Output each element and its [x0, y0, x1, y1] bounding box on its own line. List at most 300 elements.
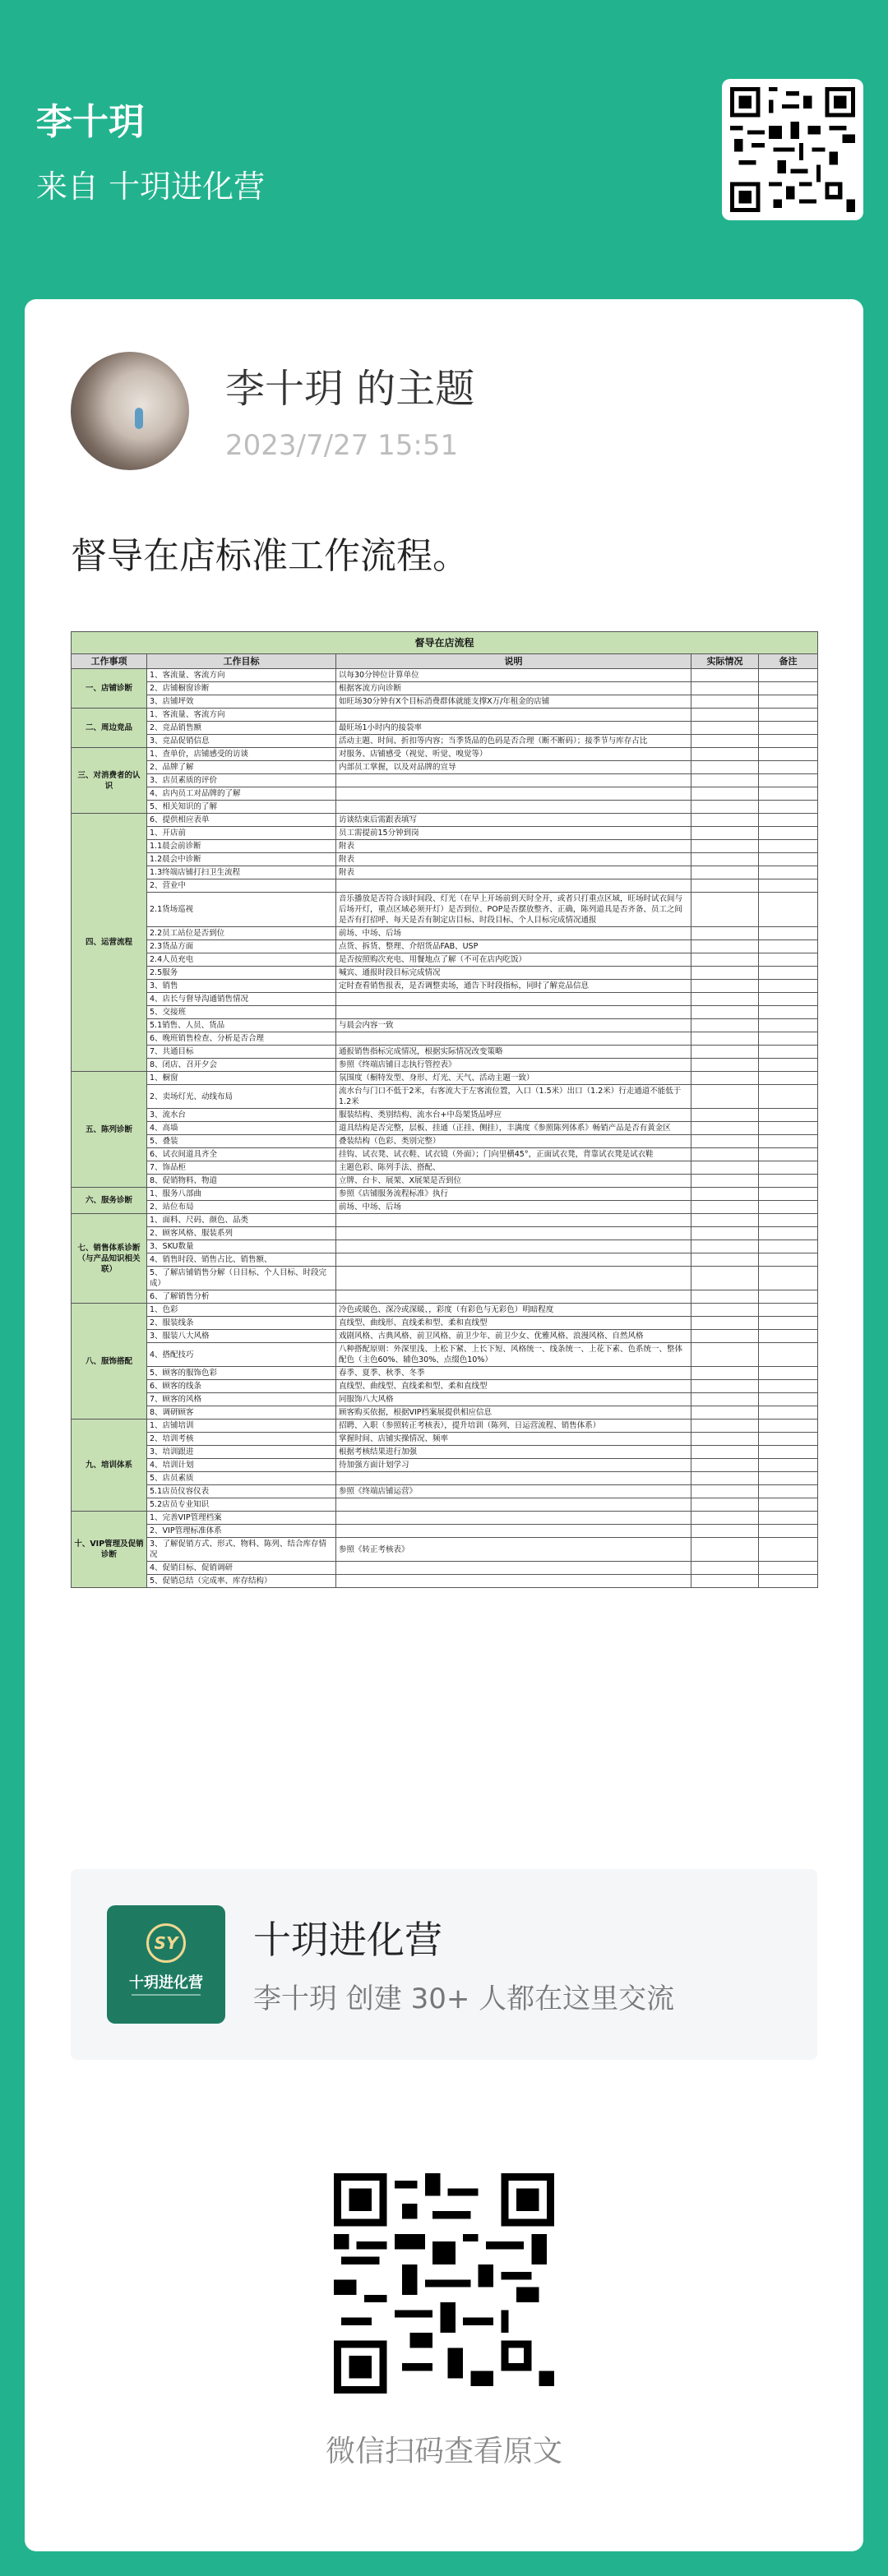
post-title: 李十玥 的主题: [225, 366, 475, 412]
col-header: 工作目标: [147, 654, 336, 669]
goal-cell: 5.2店员专业知识: [147, 1498, 336, 1512]
actual-cell: [691, 1562, 759, 1575]
qr-code-icon[interactable]: [722, 79, 863, 220]
note-cell: 顾客购买依据，根据VIP档案展提供相应信息: [336, 1406, 691, 1420]
note-cell: 流水台与门口不低于2米，右客流大于左客流位置，入口（1.5米）出口（1.2米）行走通道不能低于1.2米: [336, 1085, 691, 1109]
goal-cell: 6、试衣间道具齐全: [147, 1148, 336, 1161]
remark-cell: [759, 1085, 818, 1109]
note-cell: 定时查看销售报表，是否调整卖场，通告下时段指标，同时了解竞品信息: [336, 980, 691, 993]
table-row: [72, 1019, 818, 1032]
table-row: [72, 787, 818, 801]
remark-cell: [759, 840, 818, 853]
goal-cell: 5、促销总结（完成率、库存结构）: [147, 1575, 336, 1588]
table-row: [72, 1109, 818, 1122]
table-row: [72, 1059, 818, 1072]
actual-cell: [691, 1485, 759, 1498]
actual-cell: [691, 1085, 759, 1109]
table-row: [72, 1525, 818, 1538]
remark-cell: [759, 1267, 818, 1290]
table-row: [72, 1161, 818, 1175]
table-row: [72, 801, 818, 814]
remark-cell: [759, 953, 818, 967]
remark-cell: [759, 1227, 818, 1240]
table-row: [72, 1380, 818, 1393]
col-header: 说明: [336, 654, 691, 669]
note-cell: 是否按照购次充电、用餐地点了解（不可在店内吃饭）: [336, 953, 691, 967]
remark-cell: [759, 866, 818, 879]
actual-cell: [691, 993, 759, 1006]
logo-mark-icon: SY: [146, 1923, 186, 1963]
table-row: [72, 827, 818, 840]
goal-cell: 1、完善VIP管理档案: [147, 1512, 336, 1525]
note-cell: 掌握时间、店铺实操情况、频率: [336, 1433, 691, 1446]
goal-cell: 8、促销物料、物道: [147, 1175, 336, 1188]
goal-cell: 2.1货场巡视: [147, 893, 336, 927]
table-row: [72, 1367, 818, 1380]
goal-cell: 4、搭配技巧: [147, 1343, 336, 1367]
logo-divider: [132, 1994, 201, 1996]
goal-cell: 2、竞品销售额: [147, 722, 336, 735]
table-row: [72, 993, 818, 1006]
note-cell: 以每30分钟位计算单位: [336, 669, 691, 682]
actual-cell: [691, 801, 759, 814]
author-name: 李十玥: [36, 101, 145, 143]
actual-cell: [691, 827, 759, 840]
remark-cell: [759, 1059, 818, 1072]
remark-cell: [759, 1485, 818, 1498]
table-row: [72, 1538, 818, 1562]
actual-cell: [691, 1406, 759, 1420]
actual-cell: [691, 1343, 759, 1367]
actual-cell: [691, 967, 759, 980]
actual-cell: [691, 1253, 759, 1267]
actual-cell: [691, 1161, 759, 1175]
note-cell: 根据考核结果进行加强: [336, 1446, 691, 1459]
note-cell: 内部员工掌握，以及对品牌的宣导: [336, 761, 691, 774]
actual-cell: [691, 748, 759, 761]
actual-cell: [691, 1006, 759, 1019]
note-cell: 戏剧风格、古典风格、前卫风格、前卫少年、前卫少女、优雅风格、浪漫风格、自然风格: [336, 1330, 691, 1343]
note-cell: 通报销售指标完成情况，根据实际情况改变策略: [336, 1046, 691, 1059]
actual-cell: [691, 940, 759, 953]
table-row: [72, 1253, 818, 1267]
earring-icon: [135, 408, 143, 429]
table-row: [72, 1393, 818, 1406]
actual-cell: [691, 695, 759, 709]
remark-cell: [759, 940, 818, 953]
remark-cell: [759, 827, 818, 840]
remark-cell: [759, 1538, 818, 1562]
goal-cell: 3、竞品促销信息: [147, 735, 336, 748]
note-cell: [336, 787, 691, 801]
table-row: [72, 1420, 818, 1433]
remark-cell: [759, 893, 818, 927]
remark-cell: [759, 1367, 818, 1380]
remark-cell: [759, 1433, 818, 1446]
remark-cell: [759, 1562, 818, 1575]
remark-cell: [759, 1343, 818, 1367]
remark-cell: [759, 1393, 818, 1406]
note-cell: 主题色彩、陈列手法、搭配、: [336, 1161, 691, 1175]
remark-cell: [759, 1032, 818, 1046]
remark-cell: [759, 814, 818, 827]
actual-cell: [691, 1459, 759, 1472]
remark-cell: [759, 1006, 818, 1019]
actual-cell: [691, 1175, 759, 1188]
category-cell: 八、服饰搭配: [72, 1304, 147, 1420]
note-cell: 氛围度（橱特发型、身形、灯光、天气、活动主题一致）: [336, 1072, 691, 1085]
actual-cell: [691, 1135, 759, 1148]
note-cell: 叠装结构（色彩、类别完整）: [336, 1135, 691, 1148]
note-cell: 同服饰八大风格: [336, 1393, 691, 1406]
actual-cell: [691, 1201, 759, 1214]
note-cell: 直线型、曲线型、直线柔和型、柔和直线型: [336, 1380, 691, 1393]
table-row: [72, 1201, 818, 1214]
remark-cell: [759, 1253, 818, 1267]
goal-cell: 2.4人员充电: [147, 953, 336, 967]
remark-cell: [759, 879, 818, 893]
group-source: 来自 十玥进化营: [36, 169, 266, 205]
remark-cell: [759, 967, 818, 980]
goal-cell: 1、客流量、客流方向: [147, 709, 336, 722]
remark-cell: [759, 695, 818, 709]
table-row: [72, 1006, 818, 1019]
note-cell: [336, 709, 691, 722]
remark-cell: [759, 1019, 818, 1032]
table-row: [72, 1459, 818, 1472]
remark-cell: [759, 1459, 818, 1472]
note-cell: 招聘、入职（参照转正考核表），提升培训（陈列、日运营流程、销售体系）: [336, 1420, 691, 1433]
remark-cell: [759, 735, 818, 748]
goal-cell: 8、闭店、召开夕会: [147, 1059, 336, 1072]
remark-cell: [759, 853, 818, 866]
process-table: [71, 631, 818, 1588]
goal-cell: 4、店内员工对品牌的了解: [147, 787, 336, 801]
scan-hint: 微信扫码查看原文: [325, 2435, 562, 2468]
category-cell: 九、培训体系: [72, 1420, 147, 1512]
goal-cell: 5、叠装: [147, 1135, 336, 1148]
remark-cell: [759, 1290, 818, 1304]
note-cell: 如旺场30分钟有X个目标消费群体就能支撑X万/年租金的店铺: [336, 695, 691, 709]
table-row: [72, 1485, 818, 1498]
remark-cell: [759, 1148, 818, 1161]
goal-cell: 1、面料、尺码、颜色、品类: [147, 1214, 336, 1227]
note-cell: [336, 1227, 691, 1240]
post-time: 2023/7/27 15:51: [225, 429, 459, 462]
category-cell: 四、运营流程: [72, 814, 147, 1072]
table-row: [72, 927, 818, 940]
goal-cell: 4、高墙: [147, 1122, 336, 1135]
note-cell: 根据客流方向诊断: [336, 682, 691, 695]
goal-cell: 7、共通目标: [147, 1046, 336, 1059]
note-cell: 冷色或暖色、深冷或深暖、，彩度（有彩色与无彩色）明暗程度: [336, 1304, 691, 1317]
actual-cell: [691, 1330, 759, 1343]
actual-cell: [691, 1393, 759, 1406]
table-row: [72, 1575, 818, 1588]
note-cell: [336, 774, 691, 787]
remark-cell: [759, 1380, 818, 1393]
actual-cell: [691, 1032, 759, 1046]
table-row: [72, 669, 818, 682]
actual-cell: [691, 669, 759, 682]
remark-cell: [759, 1446, 818, 1459]
table-row: [72, 1227, 818, 1240]
category-cell: 三、对消费者的认识: [72, 748, 147, 814]
table-row: [72, 1214, 818, 1227]
remark-cell: [759, 1122, 818, 1135]
remark-cell: [759, 1046, 818, 1059]
goal-cell: 2、卖场灯光、动线布局: [147, 1085, 336, 1109]
goal-cell: 1、服务八部曲: [147, 1188, 336, 1201]
goal-cell: 2、营业中: [147, 879, 336, 893]
note-cell: 与晨会内容一致: [336, 1019, 691, 1032]
goal-cell: 2.2员工站位是否到位: [147, 927, 336, 940]
note-cell: 参照《终端店铺日志执行管控表》: [336, 1059, 691, 1072]
remark-cell: [759, 1135, 818, 1148]
note-cell: 对服务、店铺感受（视觉、听觉、嗅觉等）: [336, 748, 691, 761]
goal-cell: 3、培训跟进: [147, 1446, 336, 1459]
actual-cell: [691, 1046, 759, 1059]
goal-cell: 5.1销售、人员、货品: [147, 1019, 336, 1032]
table-row: [72, 1267, 818, 1290]
remark-cell: [759, 1472, 818, 1485]
table-row: [72, 1085, 818, 1109]
remark-cell: [759, 1304, 818, 1317]
note-cell: [336, 1240, 691, 1253]
actual-cell: [691, 1188, 759, 1201]
actual-cell: [691, 1317, 759, 1330]
table-row: [72, 1446, 818, 1459]
table-row: [72, 1122, 818, 1135]
table-row: [72, 840, 818, 853]
category-cell: 六、服务诊断: [72, 1188, 147, 1214]
remark-cell: [759, 1498, 818, 1512]
table-row: [72, 1148, 818, 1161]
note-cell: [336, 1472, 691, 1485]
category-cell: 一、店铺诊断: [72, 669, 147, 709]
note-cell: 点货、拆货、整理、介绍货品FAB、USP: [336, 940, 691, 953]
note-cell: 活动主题、时间、折扣等内容；当季货品的色码是否合理（断不断码）；接季节与库存占比: [336, 735, 691, 748]
goal-cell: 2.3货品方面: [147, 940, 336, 953]
qr-code-icon[interactable]: [334, 2173, 554, 2394]
remark-cell: [759, 709, 818, 722]
category-cell: 七、销售体系诊断（与产品知识相关联）: [72, 1214, 147, 1304]
actual-cell: [691, 980, 759, 993]
actual-cell: [691, 1575, 759, 1588]
actual-cell: [691, 709, 759, 722]
table-row: [72, 735, 818, 748]
actual-cell: [691, 1525, 759, 1538]
goal-cell: 3、销售: [147, 980, 336, 993]
goal-cell: 5、交接班: [147, 1006, 336, 1019]
table-row: [72, 1562, 818, 1575]
table-row: [72, 940, 818, 953]
table-row: [72, 1135, 818, 1148]
note-cell: [336, 1562, 691, 1575]
note-cell: [336, 1214, 691, 1227]
table-row: [72, 967, 818, 980]
note-cell: [336, 1032, 691, 1046]
goal-cell: 1、橱窗: [147, 1072, 336, 1085]
table-row: [72, 722, 818, 735]
goal-cell: 2、店铺橱窗诊断: [147, 682, 336, 695]
goal-cell: 2.5服务: [147, 967, 336, 980]
goal-cell: 1、查单价，店铺感受的访谈: [147, 748, 336, 761]
col-header: 备注: [759, 654, 818, 669]
note-cell: [336, 879, 691, 893]
remark-cell: [759, 1420, 818, 1433]
note-cell: [336, 993, 691, 1006]
remark-cell: [759, 1406, 818, 1420]
note-cell: [336, 1253, 691, 1267]
actual-cell: [691, 761, 759, 774]
note-cell: [336, 801, 691, 814]
actual-cell: [691, 1472, 759, 1485]
remark-cell: [759, 682, 818, 695]
actual-cell: [691, 1240, 759, 1253]
goal-cell: 3、SKU数量: [147, 1240, 336, 1253]
goal-cell: 7、顾客的风格: [147, 1393, 336, 1406]
table-row: [72, 709, 818, 722]
category-cell: 二、周边竞品: [72, 709, 147, 748]
table-row: [72, 1330, 818, 1343]
table-row: [72, 748, 818, 761]
table-row: [72, 1046, 818, 1059]
spreadsheet-image[interactable]: [71, 631, 817, 1766]
goal-cell: 7、饰品柜: [147, 1161, 336, 1175]
table-row: [72, 1433, 818, 1446]
goal-cell: 5、顾客的服饰色彩: [147, 1367, 336, 1380]
remark-cell: [759, 1240, 818, 1253]
actual-cell: [691, 1367, 759, 1380]
goal-cell: 1、客流量、客流方向: [147, 669, 336, 682]
remark-cell: [759, 1175, 818, 1188]
table-row: [72, 695, 818, 709]
remark-cell: [759, 980, 818, 993]
actual-cell: [691, 953, 759, 967]
remark-cell: [759, 1201, 818, 1214]
goal-cell: 3、店铺坪效: [147, 695, 336, 709]
goal-cell: 1、开店前: [147, 827, 336, 840]
goal-cell: 6、提供相应表单: [147, 814, 336, 827]
remark-cell: [759, 761, 818, 774]
goal-cell: 4、培训计划: [147, 1459, 336, 1472]
group-subtitle: 李十玥 创建 30+ 人都在这里交流: [253, 1983, 675, 2015]
remark-cell: [759, 993, 818, 1006]
table-row: [72, 1175, 818, 1188]
goal-cell: 2、站位布局: [147, 1201, 336, 1214]
note-cell: [336, 1006, 691, 1019]
goal-cell: 6、了解销售分析: [147, 1290, 336, 1304]
actual-cell: [691, 1059, 759, 1072]
actual-cell: [691, 840, 759, 853]
actual-cell: [691, 1290, 759, 1304]
goal-cell: 1.1晨会前诊断: [147, 840, 336, 853]
table-row: [72, 893, 818, 927]
goal-cell: 5、店员素质: [147, 1472, 336, 1485]
table-row: [72, 1032, 818, 1046]
actual-cell: [691, 1267, 759, 1290]
remark-cell: [759, 801, 818, 814]
note-cell: 挂钩、试衣凳、试衣鞋、试衣镜（外面）；门向里横45°，正面试衣凳，背靠试衣凳是试衣鞋: [336, 1148, 691, 1161]
avatar[interactable]: [71, 352, 189, 470]
remark-cell: [759, 1072, 818, 1085]
logo-text: 十玥进化营: [129, 1974, 203, 1992]
actual-cell: [691, 1214, 759, 1227]
table-row: [72, 1072, 818, 1085]
table-row: [72, 814, 818, 827]
table-row: [72, 866, 818, 879]
table-row: [72, 879, 818, 893]
actual-cell: [691, 1380, 759, 1393]
goal-cell: 1、色彩: [147, 1304, 336, 1317]
group-name: 十玥进化营: [253, 1918, 442, 1962]
table-row: [72, 1240, 818, 1253]
goal-cell: 2、培训考核: [147, 1433, 336, 1446]
note-cell: 附表: [336, 853, 691, 866]
note-cell: 前场、中场、后场: [336, 1201, 691, 1214]
category-cell: 十、VIP管理及促销诊断: [72, 1512, 147, 1588]
table-row: [72, 1512, 818, 1525]
group-card[interactable]: [71, 1869, 817, 2060]
note-cell: [336, 1575, 691, 1588]
note-cell: [336, 1498, 691, 1512]
actual-cell: [691, 1122, 759, 1135]
note-cell: 参照《店铺服务流程标准》执行: [336, 1188, 691, 1201]
goal-cell: 2、VIP管理标准体系: [147, 1525, 336, 1538]
actual-cell: [691, 893, 759, 927]
goal-cell: 8、调研顾客: [147, 1406, 336, 1420]
note-cell: 音乐播放是否符合该时间段、灯光（在早上开场前到天时全开，或者只打重点区域，旺场时试衣间与后场开灯，重点区域必须开灯）是否到位、POP是否摆放整齐、正确，陈列道具是否齐备、员工之间是否有打招呼、每天是否有制定店目标、时段目标、个人目标完成情况通报: [336, 893, 691, 927]
table-row: [72, 1498, 818, 1512]
note-cell: 前场、中场、后场: [336, 927, 691, 940]
note-cell: 参照《转正考核表》: [336, 1538, 691, 1562]
goal-cell: 5、相关知识的了解: [147, 801, 336, 814]
remark-cell: [759, 1161, 818, 1175]
actual-cell: [691, 1512, 759, 1525]
actual-cell: [691, 1433, 759, 1446]
remark-cell: [759, 774, 818, 787]
table-row: [72, 1343, 818, 1367]
goal-cell: 3、店员素质的评价: [147, 774, 336, 787]
goal-cell: 6、晚班销售检查、分析是否合理: [147, 1032, 336, 1046]
actual-cell: [691, 1227, 759, 1240]
goal-cell: 5.1店员仪容仪表: [147, 1485, 336, 1498]
actual-cell: [691, 774, 759, 787]
note-cell: 服装结构、类别结构、流水台+中岛架货品呼应: [336, 1109, 691, 1122]
goal-cell: 6、顾客的线条: [147, 1380, 336, 1393]
goal-cell: 2、顾客风格、服装系列: [147, 1227, 336, 1240]
col-header: 工作事项: [72, 654, 147, 669]
goal-cell: 3、流水台: [147, 1109, 336, 1122]
note-cell: 八种搭配原则：外深里浅、上松下紧、上长下短、风格统一、线条统一、上花下素、色系统一、整体配色（主色60%、辅色30%、点缀色10%）: [336, 1343, 691, 1367]
header: [0, 0, 888, 296]
table-row: [72, 1304, 818, 1317]
table-row: [72, 1472, 818, 1485]
note-cell: 最旺场1小时内的接袋率: [336, 722, 691, 735]
table-row: [72, 980, 818, 993]
goal-cell: 3、了解促销方式、形式、物料、陈列、结合库存情况: [147, 1538, 336, 1562]
actual-cell: [691, 735, 759, 748]
note-cell: 立牌、台卡、展架、X展架是否到位: [336, 1175, 691, 1188]
remark-cell: [759, 927, 818, 940]
actual-cell: [691, 866, 759, 879]
note-cell: [336, 1512, 691, 1525]
table-row: [72, 761, 818, 774]
group-logo: [107, 1905, 225, 2024]
note-cell: 喊宾、通报时段目标完成情况: [336, 967, 691, 980]
actual-cell: [691, 682, 759, 695]
